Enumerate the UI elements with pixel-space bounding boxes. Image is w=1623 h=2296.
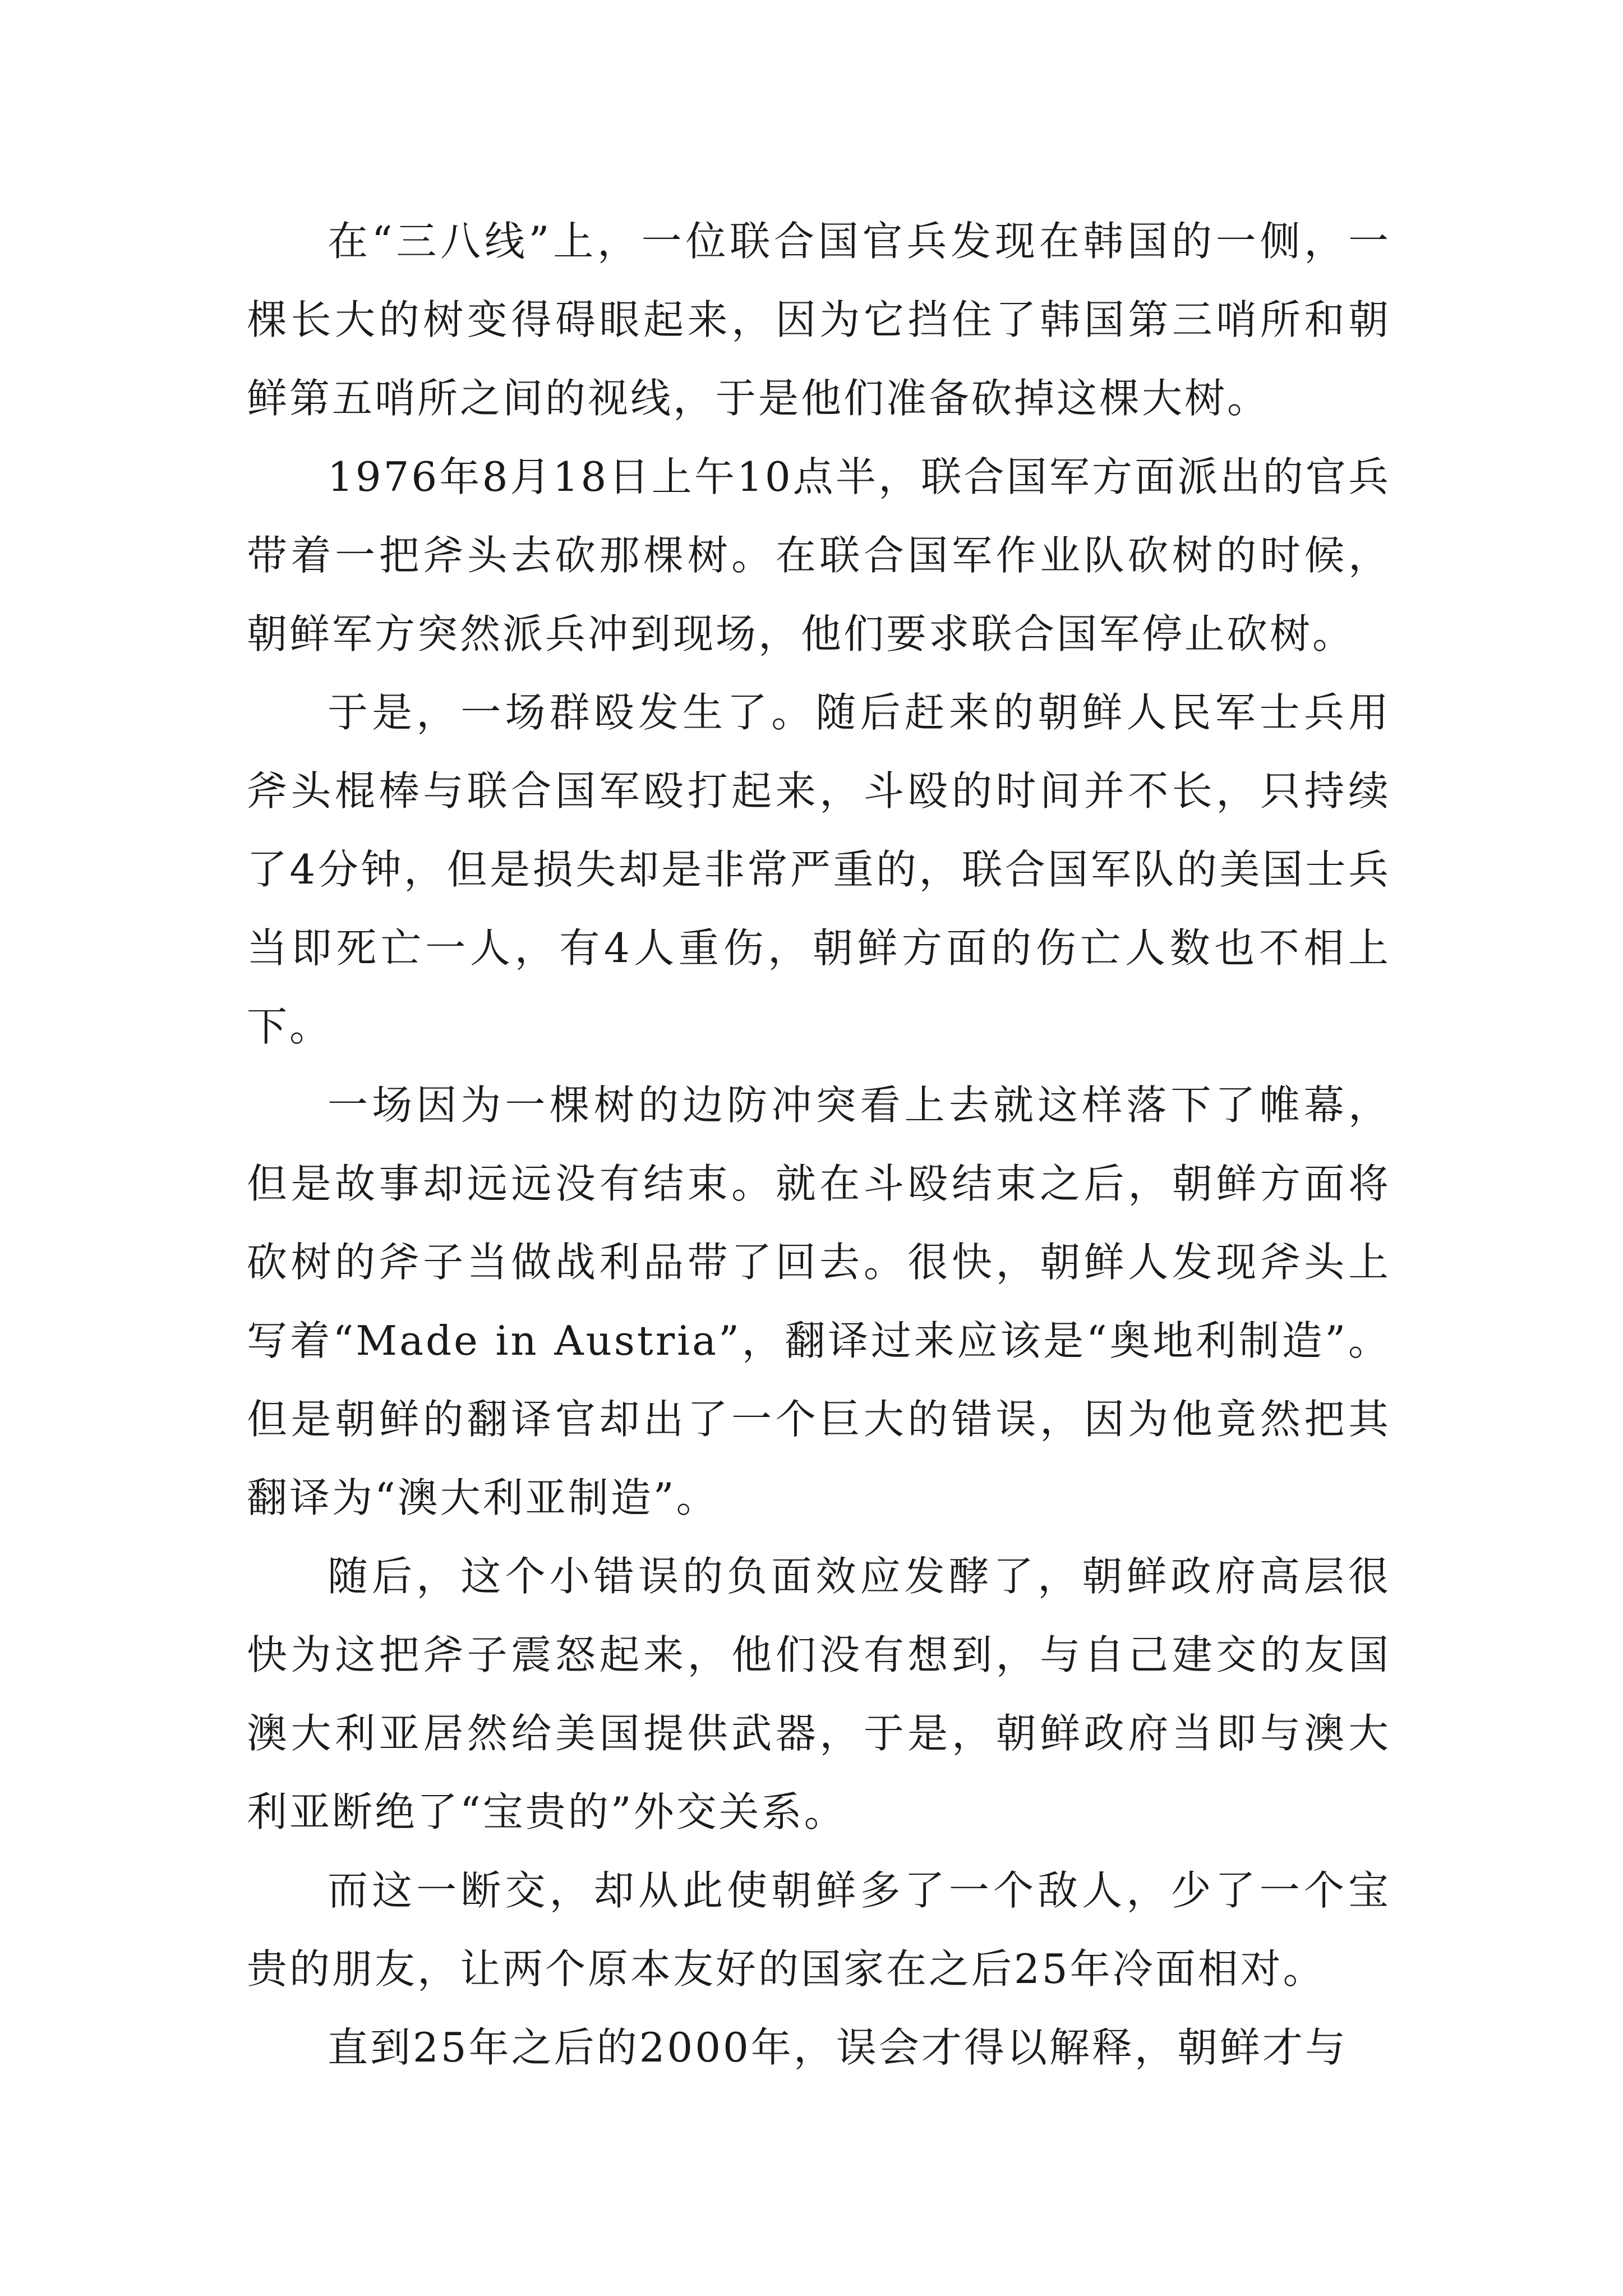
body-text	[247, 202, 1391, 2087]
paragraph-2: 1976年8月18日上午10点半，联合国军方面派出的官兵带着一把斧头去砍那棵树。在联合国军作业队砍树的时候，朝鲜军方突然派兵冲到现场，他们要求联合国军停止砍树。	[247, 453, 1391, 657]
paragraph-1: 在“三八线”上，一位联合国官兵发现在韩国的一侧，一棵长大的树变得碍眼起来，因为它挡住了韩国第三哨所和朝鲜第五哨所之间的视线，于是他们准备砍掉这棵大树。	[247, 218, 1391, 422]
paragraph-4: 一场因为一棵树的边防冲突看上去就这样落下了帷幕，但是故事却远远没有结束。就在斗殴结束之后，朝鲜方面将砍树的斧子当做战利品带了回去。很快，朝鲜人发现斧头上写着“Made in Austria”，翻译过来应该是“奥地利制造”。但是朝鲜的翻译官却出了一个巨大的错误，因为他竟然把其翻译为“澳大利亚制造”。	[247, 1082, 1391, 1521]
paragraph-3: 于是，一场群殴发生了。随后赶来的朝鲜人民军士兵用斧头棍棒与联合国军殴打起来，斗殴的时间并不长，只持续了4分钟，但是损失却是非常严重的，联合国军队的美国士兵当即死亡一人，有4人重伤，朝鲜方面的伤亡人数也不相上下。	[247, 689, 1391, 1050]
paragraph-7: 直到25年之后的2000年，误会才得以解释，朝鲜才与	[328, 2024, 1348, 2071]
paragraph-6: 而这一断交，却从此使朝鲜多了一个敌人，少了一个宝贵的朋友，让两个原本友好的国家在之后25年冷面相对。	[247, 1867, 1391, 1993]
paragraph-5: 随后，这个小错误的负面效应发酵了，朝鲜政府高层很快为这把斧子震怒起来，他们没有想到，与自己建交的友国澳大利亚居然给美国提供武器，于是，朝鲜政府当即与澳大利亚断绝了“宝贵的”外交关系。	[247, 1553, 1391, 1835]
